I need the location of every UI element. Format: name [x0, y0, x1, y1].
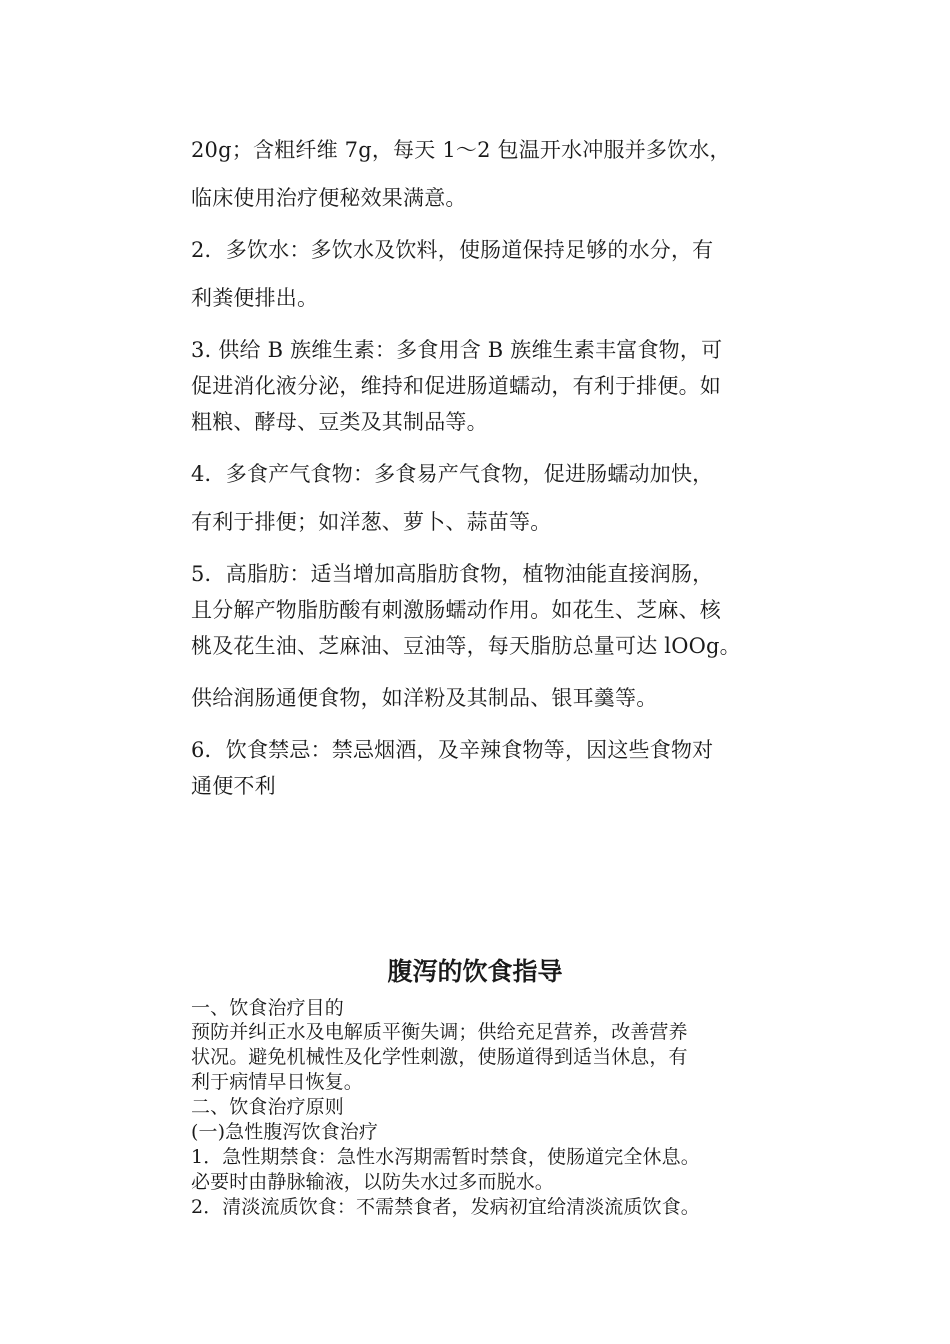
text-line: 1．急性期禁食：急性水泻期需暂时禁食，使肠道完全休息。 — [191, 1146, 700, 1168]
subheading-line: (一)急性腹泻饮食治疗 — [191, 1121, 378, 1143]
text-line: 2．清淡流质饮食：不需禁食者，发病初宜给清淡流质饮食。 — [191, 1196, 700, 1218]
text-line: 且分解产物脂肪酸有刺激肠蠕动作用。如花生、芝麻、核 — [191, 598, 721, 622]
text-line: 桃及花生油、芝麻油、豆油等，每天脂肪总量可达 lOOg。 — [191, 634, 741, 658]
text-line: 2．多饮水：多饮水及饮料，使肠道保持足够的水分，有 — [191, 238, 714, 262]
text-line: 利于病情早日恢复。 — [191, 1071, 363, 1093]
heading-line: 二、饮食治疗原则 — [191, 1096, 344, 1118]
text-line: 必要时由静脉输液，以防失水过多而脱水。 — [191, 1171, 554, 1193]
text-line: 供给润肠通便食物，如洋粉及其制品、银耳羹等。 — [191, 686, 658, 710]
section-title: 腹泻的饮食指导 — [387, 957, 563, 986]
text-line: 20g；含粗纤维 7g，每天 1～2 包温开水冲服并多饮水， — [191, 138, 731, 162]
text-line: 预防并纠正水及电解质平衡失调；供给充足营养，改善营养 — [191, 1021, 688, 1043]
text-line: 有利于排便；如洋葱、萝卜、蒜苗等。 — [191, 510, 552, 534]
text-line: 4．多食产气食物：多食易产气食物，促进肠蠕动加快， — [191, 462, 714, 486]
text-line: 促进消化液分泌，维持和促进肠道蠕动，有利于排便。如 — [191, 374, 721, 398]
text-line: 临床使用治疗便秘效果满意。 — [191, 186, 467, 210]
text-line: 3. 供给 B 族维生素：多食用含 B 族维生素丰富食物，可 — [191, 338, 723, 362]
text-line: 通便不利 — [191, 774, 276, 798]
text-line: 状况。避免机械性及化学性刺激，使肠道得到适当休息，有 — [191, 1046, 688, 1068]
heading-line: 一、饮食治疗目的 — [191, 997, 344, 1019]
text-line: 利粪便排出。 — [191, 286, 319, 310]
text-line: 5．高脂肪：适当增加高脂肪食物，植物油能直接润肠， — [191, 562, 714, 586]
text-line: 6．饮食禁忌：禁忌烟酒，及辛辣食物等，因这些食物对 — [191, 738, 714, 762]
text-line: 粗粮、酵母、豆类及其制品等。 — [191, 410, 488, 434]
